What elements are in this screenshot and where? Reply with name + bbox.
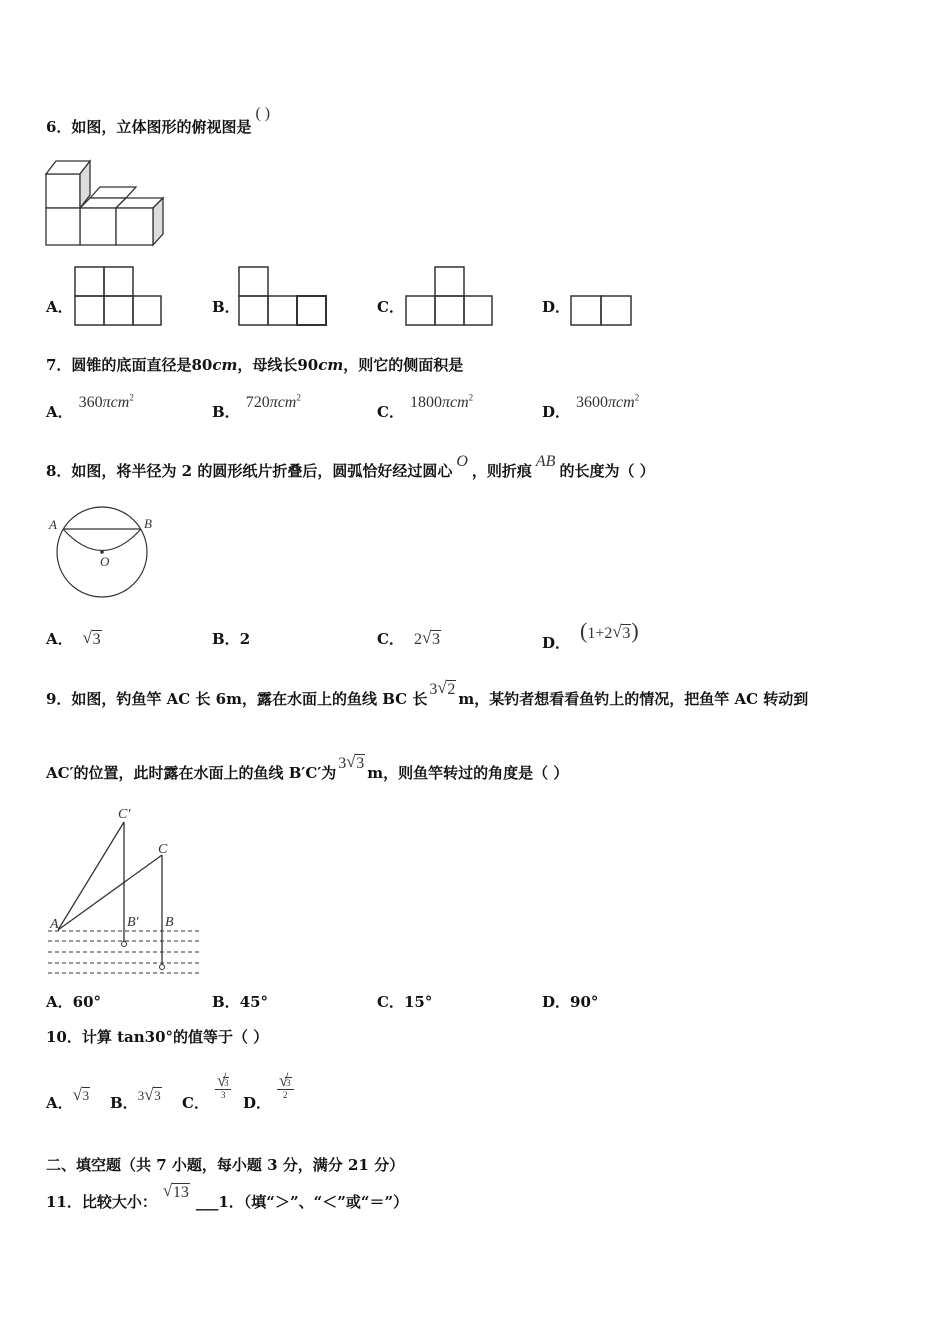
- q9-option-a: A．60°: [46, 993, 102, 1011]
- q8-option-a: A．√ 3: [46, 628, 102, 649]
- q9-option-c: C．15°: [377, 993, 433, 1011]
- q8-option-c: C． 2√ 3: [377, 628, 441, 649]
- q8-label-a: A: [49, 517, 57, 532]
- q9-label-a: A: [50, 917, 59, 932]
- q7-option-b: B．720πcm$^2$: [212, 392, 301, 421]
- q9-option-d: D．90°: [542, 993, 599, 1011]
- q10-option-c: C． √ $\frac{3}{3}$: [182, 1092, 231, 1123]
- q9-fishing-figure: [46, 802, 206, 978]
- q6-option-c-letter: C．: [377, 298, 404, 316]
- q10-stem: 10．计算 tan30°的值等于（ ）: [46, 1028, 269, 1046]
- q6-option-a-letter: A．: [46, 298, 73, 316]
- q7-option-a-value: 360πcm$^2$: [78, 392, 134, 411]
- q8-label-o: O: [100, 554, 110, 569]
- q7-option-d: D．3600πcm$^2$: [542, 392, 640, 421]
- q9-label-c: C: [158, 842, 168, 857]
- q9-label-cp: C′: [118, 807, 131, 822]
- q7-option-a: A．360πcm$^2$: [46, 392, 134, 421]
- q11-stem: 11．比较大小：√ 13___1．（填“＞”、“＜”或“＝”）: [46, 1191, 408, 1212]
- q10-option-d: D． √ $\frac{3}{2}$: [243, 1092, 294, 1123]
- q6-answer-paren: ( ): [255, 105, 271, 122]
- q7-stem: 7．圆锥的底面直径是80cm，母线长90cm，则它的侧面积是: [46, 356, 464, 374]
- q6-option-a-figure: [74, 266, 164, 328]
- q6-option-d-letter: D．: [542, 298, 571, 316]
- q10-option-b: B．3√ 3: [110, 1092, 162, 1113]
- q10-option-a: A．√ 3: [46, 1092, 90, 1113]
- q9-stem-line2: AC′的位置，此时露在水面上的鱼线 B′C′为3√ 3m，则鱼竿转过的角度是（ ）: [46, 762, 568, 783]
- q6-option-b-figure: [238, 266, 330, 328]
- q7-option-c: C．1800πcm$^2$: [377, 392, 474, 421]
- q8-stem: 8．如图，将半径为 2 的圆形纸片折叠后，圆弧恰好经过圆心O，则折痕AB的长度为（ ）: [46, 453, 655, 480]
- q9-option-b: B．45°: [212, 993, 269, 1011]
- q6-option-c-figure: [405, 266, 495, 328]
- q6-option-d-figure: [570, 295, 634, 327]
- section-2-title: 二、填空题（共 7 小题，每小题 3 分，满分 21 分）: [46, 1156, 405, 1174]
- q8-option-b: B．2: [212, 630, 251, 648]
- q6-option-b-letter: B．: [212, 298, 240, 316]
- q7-option-c-value: 1800πcm$^2$: [409, 392, 474, 411]
- q6-stem: 6．如图，立体图形的俯视图是( ): [46, 105, 271, 136]
- q7-option-b-value: 720πcm$^2$: [245, 392, 301, 411]
- q6-solid-figure: [44, 158, 166, 250]
- q8-circle-figure: [46, 510, 158, 600]
- q8-option-d: D． (1+2√ 3): [542, 628, 639, 654]
- q11-blank: ___: [195, 1193, 219, 1211]
- q9-stem-line1: 9．如图，钓鱼竿 AC 长 6m，露在水面上的鱼线 BC 长3√ 2m，某钓者想看看鱼钓上的情况，把鱼竿 AC 转动到: [46, 688, 808, 709]
- q8-label-b: B: [144, 516, 152, 531]
- q9-label-bp: B′: [127, 915, 139, 930]
- q7-option-d-value: 3600πcm$^2$: [576, 392, 640, 411]
- q9-label-b: B: [165, 915, 174, 930]
